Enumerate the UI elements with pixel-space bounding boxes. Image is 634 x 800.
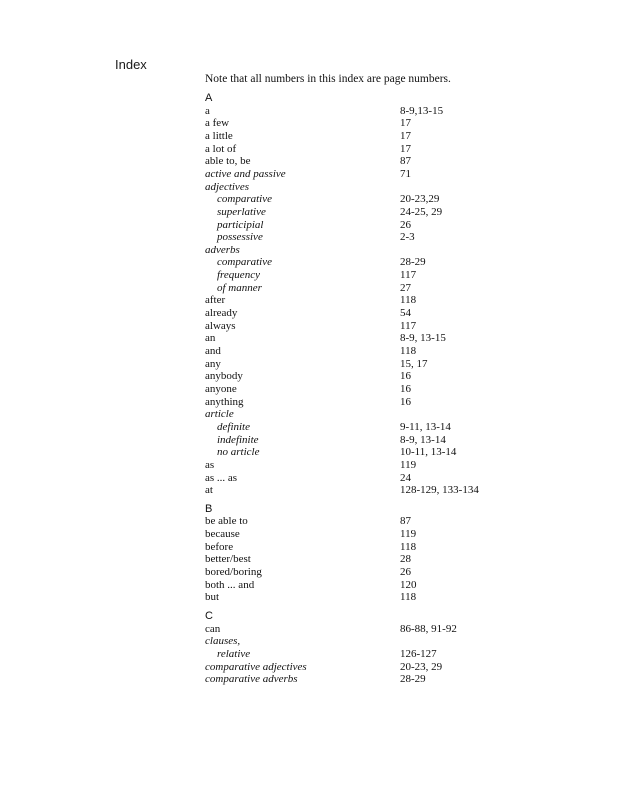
- index-entry: [0, 294, 634, 307]
- entry-term: anything: [205, 395, 244, 408]
- entry-pages: 16: [400, 370, 411, 383]
- index-entry: [0, 332, 634, 345]
- index-entry: [0, 421, 634, 434]
- entry-term: indefinite: [217, 433, 259, 446]
- section-letter-label: B: [205, 502, 213, 515]
- entry-term: an: [205, 332, 216, 345]
- index-entry: [0, 370, 634, 383]
- entry-term: adjectives: [205, 180, 249, 193]
- entry-term: superlative: [217, 205, 266, 218]
- entry-pages: 71: [400, 167, 411, 180]
- index-entry: [0, 515, 634, 528]
- entry-term: a lot of: [205, 142, 237, 155]
- entry-term: of manner: [217, 281, 262, 294]
- index-entry: [0, 383, 634, 396]
- entry-pages: 28: [400, 553, 411, 566]
- index-entry: [0, 408, 634, 421]
- entry-pages: 118: [400, 294, 417, 307]
- entry-term: comparative adjectives: [205, 660, 307, 673]
- entry-term: both ... and: [205, 578, 255, 591]
- page-title: Index: [115, 57, 147, 72]
- entry-term: frequency: [217, 269, 260, 282]
- entry-pages: 118: [400, 540, 417, 553]
- index-entry: [0, 661, 634, 674]
- entry-pages: 117: [400, 269, 417, 282]
- entry-term: anyone: [205, 382, 237, 395]
- entry-term: can: [205, 622, 221, 635]
- entry-pages: 24: [400, 471, 411, 484]
- entry-term: already: [205, 307, 238, 320]
- index-entry: [0, 130, 634, 143]
- entry-pages: 118: [400, 591, 417, 604]
- entry-pages: 26: [400, 566, 411, 579]
- index-entry: [0, 553, 634, 566]
- entry-pages: 118: [400, 345, 417, 357]
- entry-pages: 28-29: [400, 673, 426, 686]
- index-entry: [0, 206, 634, 219]
- entry-pages: 27: [400, 281, 411, 294]
- entry-pages: 15, 17: [400, 357, 428, 370]
- index-entry: [0, 648, 634, 661]
- section-letter-label: A: [205, 92, 213, 104]
- index-entry: [0, 623, 634, 636]
- entry-pages: 17: [400, 129, 411, 142]
- entry-pages: 87: [400, 515, 411, 528]
- entry-pages: 54: [400, 307, 411, 320]
- entry-pages: 119: [400, 458, 417, 471]
- index-entry: [0, 358, 634, 371]
- entry-pages: 26: [400, 218, 411, 231]
- entry-pages: 20-23,29: [400, 193, 440, 206]
- section-letter: [0, 610, 634, 623]
- index-entry: [0, 307, 634, 320]
- entry-term: possessive: [217, 231, 263, 244]
- index-entry: [0, 219, 634, 232]
- index-entry: [0, 155, 634, 168]
- index-entry: [0, 269, 634, 282]
- entry-pages: 9-11, 13-14: [400, 420, 451, 433]
- entry-pages: 119: [400, 528, 417, 541]
- index-entry: [0, 256, 634, 269]
- index-entry: [0, 484, 634, 497]
- index-entry: [0, 282, 634, 295]
- entry-term: relative: [217, 647, 251, 660]
- section-letter-label: C: [205, 610, 213, 622]
- entry-pages: 24-25, 29: [400, 205, 443, 218]
- entry-pages: 117: [400, 319, 417, 332]
- entry-term: because: [205, 528, 240, 541]
- section-letter: [0, 503, 634, 516]
- index-entry: [0, 591, 634, 604]
- index-entry: [0, 446, 634, 459]
- entry-term: adverbs: [205, 243, 240, 256]
- index-entry: [0, 528, 634, 541]
- section-letter: [0, 92, 634, 105]
- entry-pages: 16: [400, 395, 411, 408]
- index-entry: [0, 105, 634, 118]
- entry-pages: 10-11, 13-14: [400, 446, 457, 459]
- entry-term: comparative: [217, 193, 272, 206]
- index-entry: [0, 579, 634, 592]
- index-entry: [0, 244, 634, 257]
- entry-pages: 8-9,13-15: [400, 104, 444, 117]
- entry-term: comparative: [217, 256, 272, 269]
- index-entry: [0, 193, 634, 206]
- entry-pages: 28-29: [400, 256, 426, 269]
- index-entry: [0, 181, 634, 194]
- entry-term: able to, be: [205, 155, 251, 168]
- index-entry: [0, 143, 634, 156]
- index-entry: [0, 566, 634, 579]
- entry-pages: 2-3: [400, 231, 415, 244]
- index-entry: [0, 117, 634, 130]
- entry-term: after: [205, 294, 226, 307]
- index-entry: [0, 635, 634, 648]
- entry-term: a: [205, 104, 210, 117]
- entry-pages: 8-9, 13-15: [400, 332, 446, 345]
- entry-pages: 87: [400, 155, 411, 168]
- entry-term: bored/boring: [205, 566, 262, 579]
- entry-term: comparative adverbs: [205, 673, 298, 686]
- entry-term: any: [205, 357, 221, 370]
- entry-term: always: [205, 319, 236, 332]
- entry-term: anybody: [205, 370, 243, 383]
- entry-pages: 17: [400, 117, 411, 130]
- index-entry: [0, 320, 634, 333]
- entry-pages: 126-127: [400, 647, 437, 660]
- index-entry: [0, 541, 634, 554]
- entry-term: participial: [217, 218, 264, 231]
- index-entry: [0, 673, 634, 686]
- entry-term: at: [205, 484, 213, 497]
- index-entry: [0, 459, 634, 472]
- entry-term: as: [205, 458, 215, 471]
- entry-term: article: [205, 408, 234, 421]
- entry-pages: 120: [400, 578, 417, 591]
- entry-pages: 8-9, 13-14: [400, 433, 446, 446]
- entry-term: better/best: [205, 553, 251, 566]
- entry-term: definite: [217, 420, 250, 433]
- index-entry: [0, 434, 634, 447]
- index-entry: [0, 231, 634, 244]
- entry-pages: 17: [400, 142, 411, 155]
- entry-pages: 16: [400, 382, 411, 395]
- index-note: Note that all numbers in this index are page numbers.: [205, 73, 451, 85]
- entry-term: as ... as: [205, 471, 238, 484]
- entry-term: a little: [205, 129, 233, 142]
- entry-term: clauses,: [205, 635, 241, 648]
- entry-term: be able to: [205, 515, 248, 528]
- entry-term: and: [205, 345, 221, 357]
- entry-term: active and passive: [205, 167, 286, 180]
- index-entry: [0, 472, 634, 485]
- entry-term: but: [205, 591, 220, 604]
- entry-term: before: [205, 540, 234, 553]
- entry-pages: 128-129, 133-134: [400, 484, 479, 497]
- entry-term: a few: [205, 117, 230, 130]
- index-entry: [0, 396, 634, 409]
- entry-term: no article: [217, 446, 260, 459]
- entry-pages: 86-88, 91-92: [400, 622, 457, 635]
- entry-pages: 20-23, 29: [400, 660, 443, 673]
- index-entry: [0, 168, 634, 181]
- index-entry: [0, 345, 634, 358]
